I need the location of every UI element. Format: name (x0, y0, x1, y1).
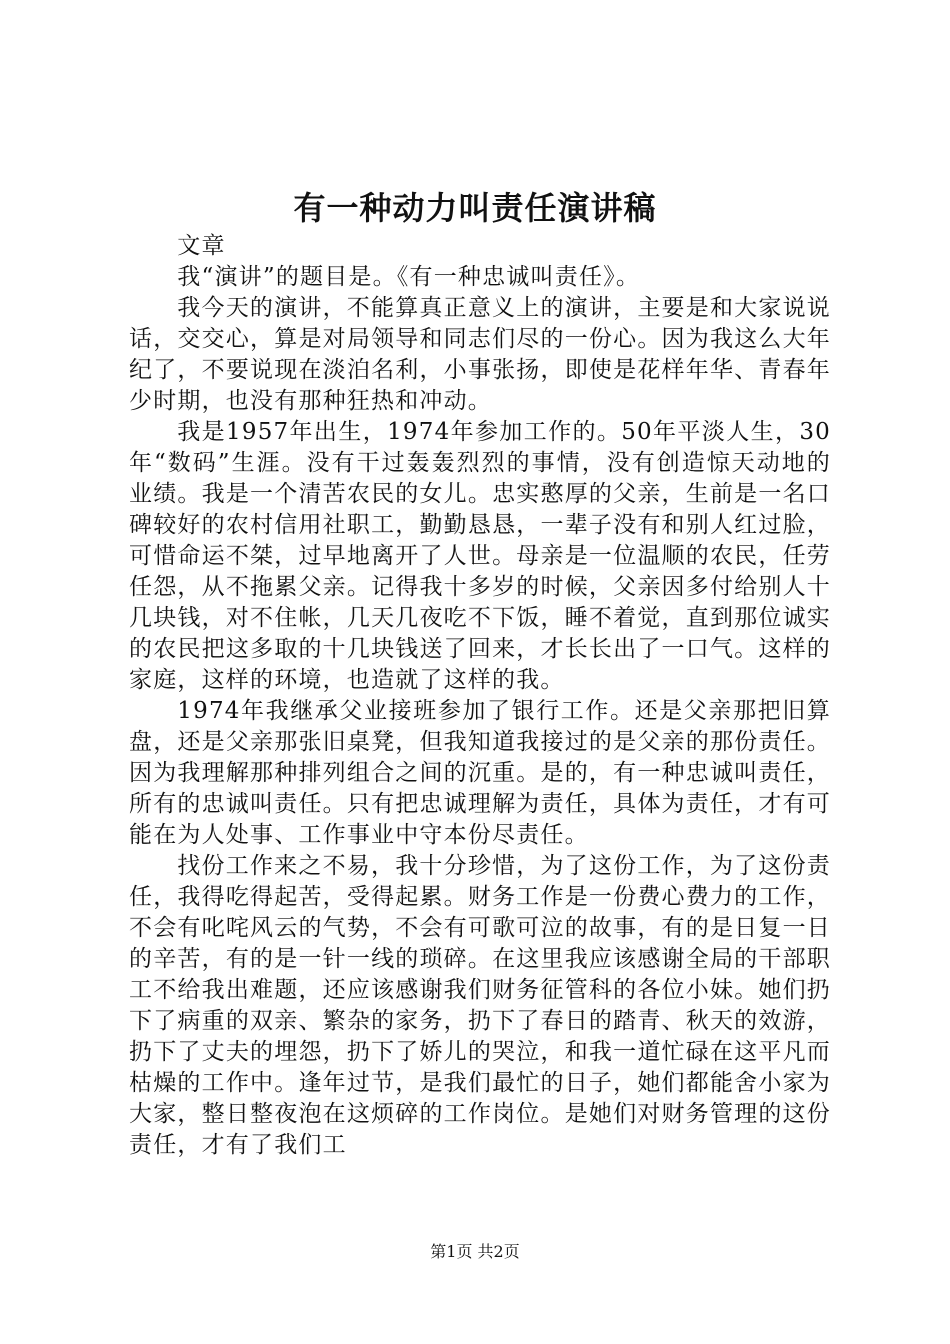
paragraph-intro: 我今天的演讲，不能算真正意义上的演讲，主要是和大家说说话，交交心，算是对局领导和同志们尽的一份心。因为我这么大年纪了，不要说现在淡泊名利，小事张扬，即使是花样年华、青春年少时期，也没有那种狂热和冲动。 (129, 295, 831, 414)
paragraph-category: 文章 (177, 233, 226, 259)
document-body (129, 231, 831, 1161)
document-title: 有一种动力叫责任演讲稿 (293, 189, 657, 227)
paragraph-work: 找份工作来之不易，我十分珍惜，为了这份工作，为了这份责任，我得吃得起苦，受得起累。财务工作是一份费心费力的工作，不会有叱咤风云的气势，不会有可歌可泣的故事，有的是日复一日的辛苦，有的是一针一线的琐碎。在这里我应该感谢全局的干部职工不给我出难题，还应该感谢我们财务征管科的各位小妹。她们扔下了病重的双亲、繁杂的家务，扔下了春日的踏青、秋天的效游，扔下了丈夫的埋怨，扔下了娇儿的哭泣，和我一道忙碌在这平凡而枯燥的工作中。逢年过节，是我们最忙的日子，她们都能舍小家为大家，整日整夜泡在这烦碎的工作岗位。是她们对财务管理的这份责任，才有了我们工 (129, 853, 831, 1158)
paragraph-background: 我是1957年出生，1974年参加工作的。50年平淡人生，30年“数码”生涯。没有干过轰轰烈烈的事情，没有创造惊天动地的业绩。我是一个清苦农民的女儿。忠实憨厚的父亲，生前是一名口碑较好的农村信用社职工，勤勤恳恳，一辈子没有和别人红过脸，可惜命运不桀，过早地离开了人世。母亲是一位温顺的农民，任劳任怨，从不拖累父亲。记得我十多岁的时候，父亲因多付给别人十几块钱，对不住帐，几天几夜吃不下饭，睡不着觉，直到那位诚实的农民把这多取的十几块钱送了回来，才长长出了一口气。这样的家庭，这样的环境，也造就了这样的我。 (129, 419, 831, 693)
page-footer: 第1页 共2页 (430, 1242, 520, 1261)
paragraph-topic: 我“演讲”的题目是。《有一种忠诚叫责任》。 (177, 264, 641, 290)
paragraph-career-start: 1974年我继承父业接班参加了银行工作。还是父亲那把旧算盘，还是父亲那张旧桌凳，但我知道我接过的是父亲的那份责任。因为我理解那种排列组合之间的沉重。是的，有一种忠诚叫责任，所有的忠诚叫责任。只有把忠诚理解为责任，具体为责任，才有可能在为人处事、工作事业中守本份尽责任。 (129, 698, 831, 848)
